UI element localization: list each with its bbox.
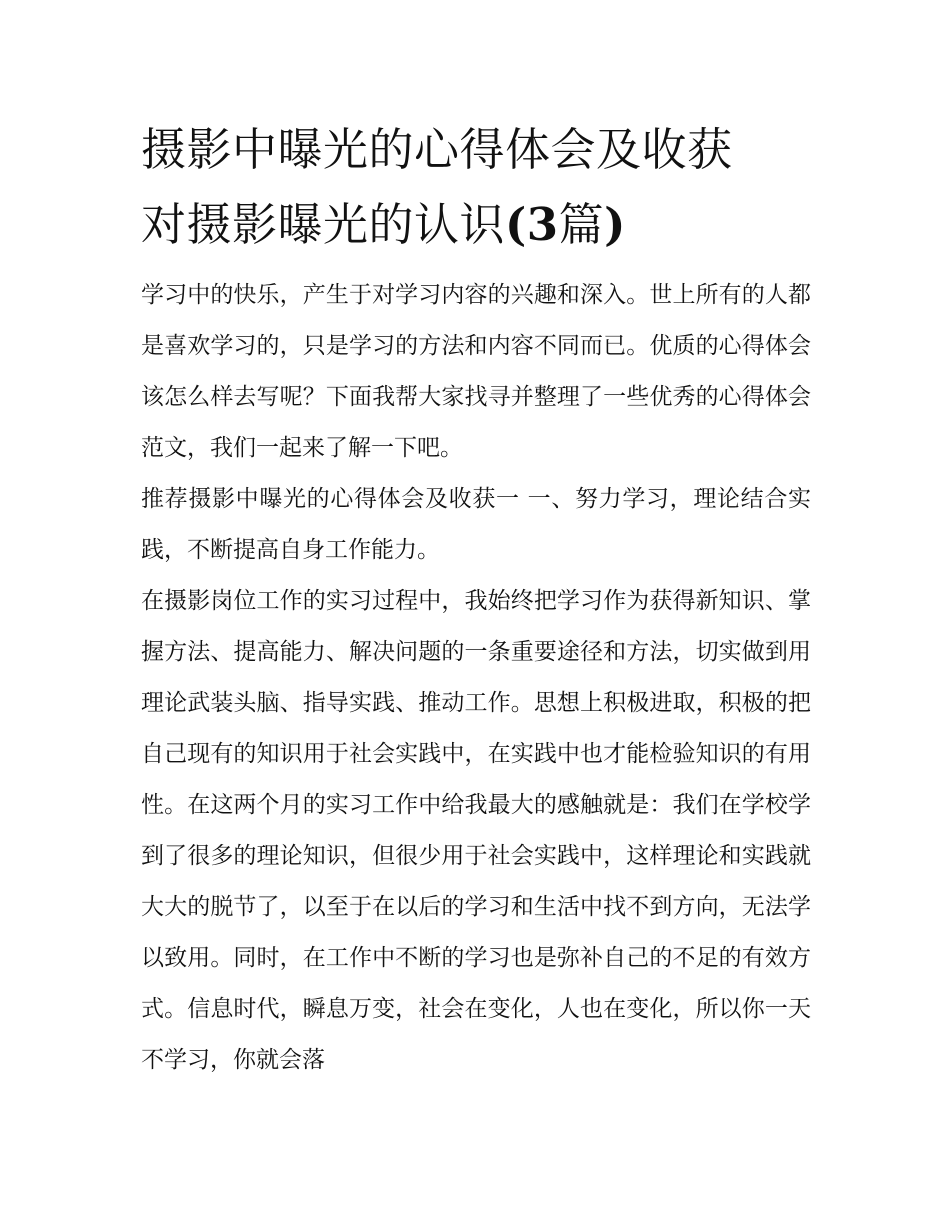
paragraph-section-heading: 推荐摄影中曝光的心得体会及收获一 一、努力学习，理论结合实践，不断提高自身工作能力。 [141,486,811,563]
paragraph-intro: 学习中的快乐，产生于对学习内容的兴趣和深入。世上所有的人都是喜欢学习的，只是学习的方法和内容不同而已。优质的心得体会该怎么样去写呢？下面我帮大家找寻并整理了一些优秀的心得体会范文，我们一起来了解一下吧。 [141,282,811,461]
title-line-2-prefix: 对摄影曝光的认识 [141,198,506,251]
title-line-2-close: ) [604,198,626,251]
document-content [141,112,811,1086]
title-line-2-count: (3 [505,198,559,251]
title-line-1: 摄影中曝光的心得体会及收获 [141,123,733,176]
document-title [141,112,811,262]
paragraph-body: 在摄影岗位工作的实习过程中，我始终把学习作为获得新知识、掌握方法、提高能力、解决问题的一条重要途径和方法，切实做到用理论武装头脑、指导实践、推动工作。思想上积极进取，积极的把自己现有的知识用于社会实践中，在实践中也才能检验知识的有用性。在这两个月的实习工作中给我最大的感触就是：我们在学校学到了很多的理论知识，但很少用于社会实践中，这样理论和实践就大大的脱节了，以至于在以后的学习和生活中找不到方向，无法学以致用。同时，在工作中不断的学习也是弥补自己的不足的有效方式。信息时代，瞬息万变，社会在变化，人也在变化，所以你一天不学习，你就会落 [141,588,811,1073]
title-line-2-unit: 篇 [558,198,605,251]
